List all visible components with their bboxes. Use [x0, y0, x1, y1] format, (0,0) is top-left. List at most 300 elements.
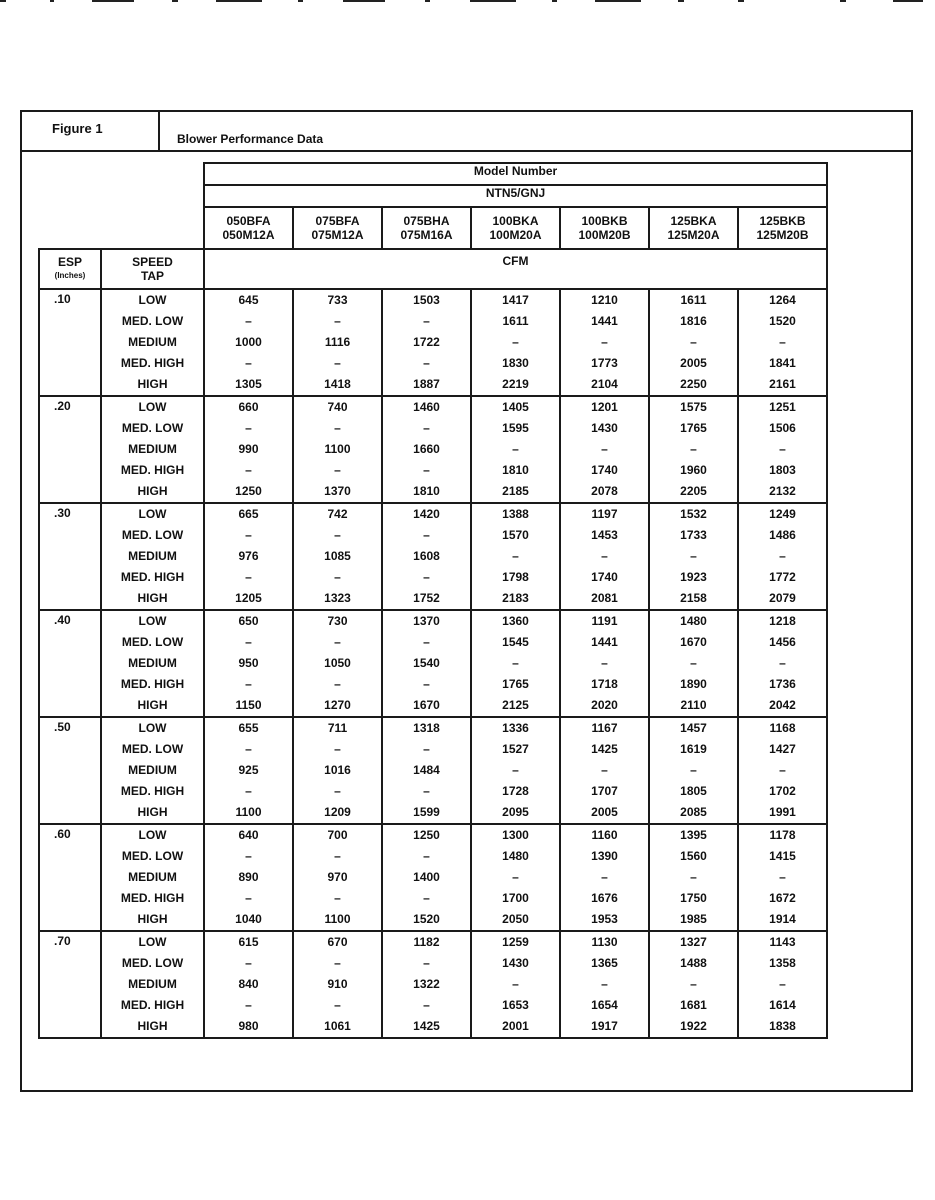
speed-tap-label: MEDIUM	[128, 442, 177, 456]
cfm-cell-050bfa	[204, 717, 293, 824]
cfm-value: 1061	[324, 1019, 351, 1033]
speed-tap-label: LOW	[138, 828, 167, 842]
cfm-cell-125bkb	[738, 824, 827, 931]
speed-tap-label: HIGH	[137, 484, 168, 498]
cfm-cell-100bka	[471, 824, 560, 931]
cfm-value: –	[512, 442, 519, 456]
cfm-value: 1250	[413, 828, 440, 842]
cfm-value: –	[245, 314, 252, 328]
cfm-value: –	[423, 314, 430, 328]
cfm-cell-075bfa	[293, 503, 382, 610]
cfm-value: 1810	[502, 463, 529, 477]
cfm-value: 2183	[502, 591, 529, 605]
cfm-value: 1611	[502, 314, 529, 328]
cfm-value: –	[334, 742, 341, 756]
speed-tap-list	[101, 824, 204, 931]
speed-tap-label: LOW	[138, 400, 167, 414]
cfm-value: 1750	[680, 891, 707, 905]
cfm-value: 1810	[413, 484, 440, 498]
cfm-value: 1167	[591, 721, 618, 735]
cfm-value: 925	[238, 763, 259, 777]
cfm-value: 1608	[413, 549, 440, 563]
cfm-value: 2050	[502, 912, 529, 926]
speed-tap-list	[101, 503, 204, 610]
cfm-value: –	[245, 570, 252, 584]
speed-tap-label: MED. HIGH	[120, 463, 185, 477]
cfm-cell-125bkb	[738, 610, 827, 717]
cfm-value: 2042	[769, 698, 796, 712]
cfm-value: 1336	[502, 721, 529, 735]
cfm-value: 1405	[502, 400, 529, 414]
cfm-value: 650	[238, 614, 259, 628]
model-code: 100BKB	[581, 214, 628, 228]
cfm-value: –	[334, 314, 341, 328]
speed-tap-label: MEDIUM	[128, 870, 177, 884]
cfm-value: 700	[327, 828, 348, 842]
esp-value: .70	[39, 931, 101, 1038]
cfm-value: 1388	[502, 507, 529, 521]
cfm-cell-125bka	[649, 824, 738, 931]
cfm-cell-125bkb	[738, 396, 827, 503]
cfm-value: –	[334, 677, 341, 691]
model-code-alt: 100M20A	[489, 228, 542, 242]
cfm-value: –	[779, 335, 786, 349]
cfm-cell-100bkb	[560, 610, 649, 717]
cfm-value: 980	[238, 1019, 259, 1033]
model-code: 100BKA	[492, 214, 539, 228]
cfm-value: 1191	[591, 614, 618, 628]
cfm-value: –	[423, 998, 430, 1012]
cfm-value: 1040	[235, 912, 262, 926]
cfm-cell-125bka	[649, 931, 738, 1038]
cfm-value: 2219	[502, 377, 529, 391]
cfm-value: 2185	[502, 484, 529, 498]
speed-tap-label: MED. LOW	[121, 849, 184, 863]
cfm-value: 950	[238, 656, 259, 670]
cfm-value: 645	[238, 293, 259, 307]
cfm-value: 2081	[591, 591, 618, 605]
cfm-value: –	[512, 977, 519, 991]
cfm-value: 1752	[413, 591, 440, 605]
cfm-value: 2125	[502, 698, 529, 712]
cfm-value: 1733	[680, 528, 707, 542]
cfm-value: 1085	[324, 549, 351, 563]
cfm-value: 1327	[680, 935, 707, 949]
cfm-cell-075bha	[382, 931, 471, 1038]
cfm-value: 2205	[680, 484, 707, 498]
cfm-value: –	[601, 442, 608, 456]
cfm-value: 2095	[502, 805, 529, 819]
cfm-value: 740	[327, 400, 348, 414]
cfm-cell-100bkb	[560, 289, 649, 396]
cfm-value: 1798	[502, 570, 529, 584]
cfm-cell-100bka	[471, 610, 560, 717]
cfm-cell-125bkb	[738, 289, 827, 396]
cfm-value: –	[423, 356, 430, 370]
cfm-value: 1805	[680, 784, 707, 798]
cfm-value: 990	[238, 442, 259, 456]
cfm-cell-050bfa	[204, 503, 293, 610]
header-blank	[39, 163, 204, 249]
cfm-value: 1773	[591, 356, 618, 370]
speed-tap-label: MED. HIGH	[120, 356, 185, 370]
model-header-100bkb	[560, 207, 649, 249]
cfm-value: –	[779, 763, 786, 777]
speed-tap-label: MED. LOW	[121, 635, 184, 649]
cfm-value: 970	[327, 870, 348, 884]
cfm-value: 1660	[413, 442, 440, 456]
speed-tap-label: MED. HIGH	[120, 784, 185, 798]
cfm-value: 2110	[680, 698, 707, 712]
cfm-value: 730	[327, 614, 348, 628]
esp-value: .10	[39, 289, 101, 396]
esp-group-row	[39, 610, 827, 717]
cfm-cell-100bka	[471, 931, 560, 1038]
cfm-cell-125bkb	[738, 503, 827, 610]
cfm-value: 2005	[591, 805, 618, 819]
cfm-value: 1890	[680, 677, 707, 691]
cfm-value: –	[779, 870, 786, 884]
cfm-cell-075bfa	[293, 824, 382, 931]
cfm-value: 1506	[769, 421, 796, 435]
esp-group-row	[39, 289, 827, 396]
cfm-value: 1201	[591, 400, 618, 414]
cfm-cell-075bfa	[293, 396, 382, 503]
cfm-value: 1441	[591, 314, 618, 328]
esp-value: .50	[39, 717, 101, 824]
cfm-value: 1182	[413, 935, 440, 949]
cfm-value: 1991	[769, 805, 796, 819]
cfm-value: –	[512, 656, 519, 670]
cfm-value: 1765	[680, 421, 707, 435]
cfm-cell-100bkb	[560, 503, 649, 610]
cfm-value: 1322	[413, 977, 440, 991]
cfm-value: 1270	[324, 698, 351, 712]
cfm-value: 1427	[769, 742, 796, 756]
model-header-125bka	[649, 207, 738, 249]
cfm-cell-075bha	[382, 610, 471, 717]
esp-value: .40	[39, 610, 101, 717]
speed-tap-label: MED. HIGH	[120, 570, 185, 584]
model-code-alt: 125M20A	[667, 228, 720, 242]
cfm-value: 1914	[769, 912, 796, 926]
cfm-value: –	[423, 956, 430, 970]
cfm-value: 1130	[591, 935, 618, 949]
cfm-value: –	[245, 528, 252, 542]
esp-group-row	[39, 717, 827, 824]
cfm-value: 2085	[680, 805, 707, 819]
cfm-value: 1540	[413, 656, 440, 670]
esp-value: .20	[39, 396, 101, 503]
cfm-value: –	[601, 549, 608, 563]
cfm-value: 890	[238, 870, 259, 884]
speed-tap-label: MED. LOW	[121, 742, 184, 756]
cfm-value: 1765	[502, 677, 529, 691]
cfm-value: 1016	[324, 763, 351, 777]
cfm-cell-125bka	[649, 289, 738, 396]
cfm-value: 1210	[591, 293, 618, 307]
cfm-value: 1803	[769, 463, 796, 477]
cfm-value: –	[245, 742, 252, 756]
cfm-value: 1670	[680, 635, 707, 649]
speed-tap-list	[101, 717, 204, 824]
cfm-value: 1681	[680, 998, 707, 1012]
cfm-cell-100bka	[471, 289, 560, 396]
cfm-value: 840	[238, 977, 259, 991]
model-code-alt: 075M12A	[311, 228, 364, 242]
cfm-value: –	[690, 977, 697, 991]
cfm-value: 1841	[769, 356, 796, 370]
cfm-value: –	[690, 656, 697, 670]
speed-tap-label: HIGH	[137, 698, 168, 712]
cfm-value: 2020	[591, 698, 618, 712]
model-code-alt: 075M16A	[400, 228, 453, 242]
cfm-cell-075bha	[382, 289, 471, 396]
cfm-value: 1150	[235, 698, 262, 712]
model-header-075bfa	[293, 207, 382, 249]
cfm-value: 1441	[591, 635, 618, 649]
cfm-value: 1830	[502, 356, 529, 370]
cfm-value: 1100	[235, 805, 262, 819]
figure-frame	[20, 110, 913, 1092]
cfm-value: 2079	[769, 591, 796, 605]
cfm-value: 1116	[324, 335, 351, 349]
cfm-value: –	[334, 998, 341, 1012]
cfm-value: –	[245, 891, 252, 905]
cfm-value: 665	[238, 507, 259, 521]
speed-tap-label-2: TAP	[140, 269, 165, 283]
cfm-value: –	[334, 528, 341, 542]
cfm-cell-125bka	[649, 396, 738, 503]
cfm-value: –	[779, 442, 786, 456]
cfm-value: 1178	[769, 828, 796, 842]
cfm-cell-050bfa	[204, 931, 293, 1038]
cfm-value: –	[334, 956, 341, 970]
model-header-125bkb	[738, 207, 827, 249]
cfm-value: –	[423, 849, 430, 863]
cfm-value: –	[245, 421, 252, 435]
model-code: 075BFA	[315, 214, 360, 228]
cfm-value: –	[512, 763, 519, 777]
cfm-value: 660	[238, 400, 259, 414]
cfm-value: 615	[238, 935, 259, 949]
cfm-value: 1259	[502, 935, 529, 949]
cfm-value: 1430	[591, 421, 618, 435]
model-header-100bka	[471, 207, 560, 249]
cfm-value: 976	[238, 549, 259, 563]
cfm-value: 1722	[413, 335, 440, 349]
cfm-cell-100bka	[471, 717, 560, 824]
scan-top-edge-marks	[0, 0, 935, 6]
cfm-value: 670	[327, 935, 348, 949]
cfm-value: –	[334, 849, 341, 863]
cfm-value: 2250	[680, 377, 707, 391]
cfm-value: –	[334, 891, 341, 905]
model-code: 125BKB	[759, 214, 806, 228]
cfm-cell-075bha	[382, 824, 471, 931]
cfm-cell-100bka	[471, 396, 560, 503]
cfm-value: 1484	[413, 763, 440, 777]
cfm-value: –	[423, 742, 430, 756]
cfm-value: 1560	[680, 849, 707, 863]
model-code: 125BKA	[670, 214, 717, 228]
cfm-value: 1595	[502, 421, 529, 435]
cfm-cell-125bkb	[738, 717, 827, 824]
cfm-cell-125bka	[649, 610, 738, 717]
speed-tap-label: LOW	[138, 721, 167, 735]
cfm-value: –	[512, 870, 519, 884]
cfm-value: 2161	[769, 377, 796, 391]
cfm-cell-050bfa	[204, 289, 293, 396]
speed-tap-label: MED. HIGH	[120, 998, 185, 1012]
model-code-alt: 050M12A	[222, 228, 275, 242]
cfm-value: 742	[327, 507, 348, 521]
blower-performance-table	[38, 162, 828, 1039]
cfm-value: 1707	[591, 784, 618, 798]
cfm-value: 1619	[680, 742, 707, 756]
cfm-value: 2158	[680, 591, 707, 605]
speed-tap-label: MEDIUM	[128, 549, 177, 563]
cfm-value: 1718	[591, 677, 618, 691]
speed-tap-label: HIGH	[137, 591, 168, 605]
cfm-value: 1365	[591, 956, 618, 970]
cfm-value: –	[245, 635, 252, 649]
cfm-value: 1251	[769, 400, 796, 414]
cfm-cell-050bfa	[204, 610, 293, 717]
cfm-value: 2001	[502, 1019, 529, 1033]
cfm-value: 1654	[591, 998, 618, 1012]
speed-tap-label: MEDIUM	[128, 977, 177, 991]
cfm-value: –	[601, 335, 608, 349]
cfm-value: 1728	[502, 784, 529, 798]
cfm-value: 2132	[769, 484, 796, 498]
cfm-value: 1100	[324, 912, 351, 926]
speed-tap-label: LOW	[138, 614, 167, 628]
speed-tap-label-1: SPEED	[132, 255, 173, 269]
header-row-model	[39, 163, 827, 185]
esp-header-label: ESP	[57, 255, 82, 269]
speed-tap-label: LOW	[138, 507, 167, 521]
cfm-value: 1417	[502, 293, 529, 307]
speed-tap-list	[101, 610, 204, 717]
cfm-cell-100bka	[471, 503, 560, 610]
cfm-value: 1816	[680, 314, 707, 328]
cfm-value: 1300	[502, 828, 529, 842]
cfm-cell-075bha	[382, 396, 471, 503]
speed-tap-label: MED. LOW	[121, 421, 184, 435]
header-row-units	[39, 249, 827, 289]
cfm-value: 2104	[591, 377, 618, 391]
cfm-value: –	[334, 570, 341, 584]
cfm-value: 1503	[413, 293, 440, 307]
speed-tap-list	[101, 396, 204, 503]
cfm-value: 1953	[591, 912, 618, 926]
cfm-value: –	[245, 849, 252, 863]
cfm-cell-100bkb	[560, 717, 649, 824]
model-number-header: Model Number	[204, 163, 827, 185]
cfm-value: 1453	[591, 528, 618, 542]
cfm-value: 1323	[324, 591, 351, 605]
cfm-cell-075bha	[382, 503, 471, 610]
figure-title: Blower Performance Data	[177, 132, 324, 146]
cfm-cell-075bfa	[293, 289, 382, 396]
cfm-value: 1400	[413, 870, 440, 884]
cfm-value: 1960	[680, 463, 707, 477]
cfm-value: 1570	[502, 528, 529, 542]
cfm-value: –	[690, 442, 697, 456]
cfm-value: 1672	[769, 891, 796, 905]
speed-tap-label: MED. HIGH	[120, 677, 185, 691]
cfm-value: 1575	[680, 400, 707, 414]
cfm-value: –	[423, 784, 430, 798]
cfm-value: 1838	[769, 1019, 796, 1033]
cfm-value: 1168	[769, 721, 796, 735]
cfm-value: 1218	[769, 614, 796, 628]
speed-tap-label: HIGH	[137, 912, 168, 926]
cfm-value: 1599	[413, 805, 440, 819]
cfm-value: 2078	[591, 484, 618, 498]
cfm-value: –	[601, 977, 608, 991]
speed-tap-label: MED. LOW	[121, 528, 184, 542]
cfm-value: 2005	[680, 356, 707, 370]
cfm-value: –	[512, 335, 519, 349]
speed-tap-label: MEDIUM	[128, 335, 177, 349]
cfm-value: 1486	[769, 528, 796, 542]
cfm-value: 1420	[413, 507, 440, 521]
cfm-value: –	[245, 784, 252, 798]
speed-tap-label: HIGH	[137, 805, 168, 819]
cfm-value: 1425	[413, 1019, 440, 1033]
cfm-value: –	[423, 677, 430, 691]
cfm-value: 1700	[502, 891, 529, 905]
model-code: 050BFA	[226, 214, 271, 228]
cfm-value: 1985	[680, 912, 707, 926]
cfm-value: 1480	[680, 614, 707, 628]
cfm-value: 1418	[324, 377, 351, 391]
cfm-value: 1923	[680, 570, 707, 584]
cfm-value: 1611	[680, 293, 707, 307]
cfm-value: –	[601, 763, 608, 777]
cfm-value: 1520	[413, 912, 440, 926]
cfm-value: –	[245, 677, 252, 691]
cfm-header: CFM	[204, 249, 827, 289]
cfm-value: 1318	[413, 721, 440, 735]
cfm-value: –	[601, 656, 608, 670]
cfm-value: 1772	[769, 570, 796, 584]
cfm-value: 733	[327, 293, 348, 307]
cfm-value: 1050	[324, 656, 351, 670]
cfm-value: –	[334, 463, 341, 477]
speed-tap-label: MED. HIGH	[120, 891, 185, 905]
esp-value: .30	[39, 503, 101, 610]
cfm-value: 711	[327, 721, 348, 735]
cfm-value: –	[334, 635, 341, 649]
model-code-alt: 100M20B	[578, 228, 631, 242]
cfm-value: –	[334, 421, 341, 435]
cfm-cell-075bha	[382, 717, 471, 824]
cfm-value: 1740	[591, 570, 618, 584]
esp-value: .60	[39, 824, 101, 931]
speed-tap-list	[101, 931, 204, 1038]
cfm-cell-050bfa	[204, 396, 293, 503]
cfm-value: –	[245, 356, 252, 370]
cfm-value: –	[334, 784, 341, 798]
cfm-cell-050bfa	[204, 824, 293, 931]
cfm-value: 1205	[235, 591, 262, 605]
model-code-alt: 125M20B	[756, 228, 809, 242]
cfm-value: 1527	[502, 742, 529, 756]
cfm-value: 1358	[769, 956, 796, 970]
